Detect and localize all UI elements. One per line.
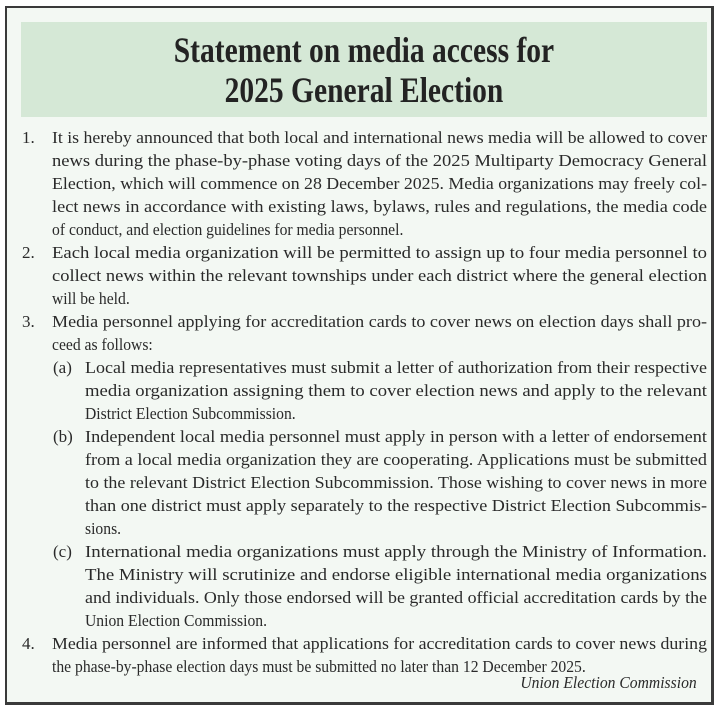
text-line-content: Media personnel applying for accreditation cards to cover news on election days shall pro- bbox=[52, 312, 707, 331]
text-line bbox=[85, 448, 707, 471]
text-line-content: media organization assigning them to cover election news and apply to the relevant bbox=[85, 381, 707, 400]
item-text bbox=[52, 310, 707, 356]
text-line bbox=[52, 333, 707, 356]
sub-item-text bbox=[85, 425, 707, 540]
text-line bbox=[52, 287, 707, 310]
text-line bbox=[52, 264, 707, 287]
item-text bbox=[52, 241, 707, 310]
text-line-content: collect news within the relevant townships under each district where the general election bbox=[52, 266, 707, 285]
text-line-content: Local media representatives must submit a letter of authorization from their respective bbox=[85, 358, 707, 377]
sub-item-b bbox=[7, 425, 711, 540]
item-number: 4. bbox=[22, 634, 35, 653]
text-line bbox=[52, 126, 707, 149]
text-line-content: of conduct, and election guidelines for media personnel. bbox=[52, 220, 404, 239]
title-banner bbox=[21, 22, 707, 117]
item-text bbox=[52, 126, 707, 241]
text-line-content: Media personnel are informed that applications for accreditation cards to cover news during bbox=[52, 634, 707, 653]
text-line-content: Each local media organization will be permitted to assign up to four media personnel to bbox=[52, 243, 707, 262]
numbered-item-3 bbox=[7, 310, 711, 632]
sub-item-text bbox=[85, 356, 707, 425]
title-line-1-text: Statement on media access for bbox=[173, 30, 555, 70]
text-line bbox=[52, 632, 707, 655]
text-line bbox=[85, 379, 707, 402]
text-line bbox=[85, 471, 707, 494]
text-line bbox=[85, 494, 707, 517]
numbered-item-1 bbox=[7, 126, 711, 241]
sub-item-marker: (a) bbox=[53, 358, 72, 377]
item-number: 2. bbox=[22, 243, 35, 262]
text-line-content: and individuals. Only those endorsed will be granted official accreditation cards by the bbox=[85, 588, 707, 607]
text-line-content: the phase-by-phase election days must be submitted no later than 12 December 2025. bbox=[52, 657, 586, 676]
text-line-content: ceed as follows: bbox=[52, 335, 153, 354]
text-line bbox=[85, 563, 707, 586]
text-line-content: will be held. bbox=[52, 289, 130, 308]
text-line bbox=[85, 402, 707, 425]
issuer-signature: Union Election Commission bbox=[520, 673, 697, 692]
text-line-content: sions. bbox=[85, 519, 122, 538]
text-line-content: Union Election Commission. bbox=[85, 611, 268, 630]
text-line-content: lect news in accordance with existing laws, bylaws, rules and regulations, the media code bbox=[52, 197, 707, 216]
sub-item-marker: (b) bbox=[53, 427, 73, 446]
item-number: 1. bbox=[22, 128, 35, 147]
text-line bbox=[85, 609, 707, 632]
text-line bbox=[52, 195, 707, 218]
text-line-content: The Ministry will scrutinize and endorse eligible international media organizations bbox=[85, 565, 707, 584]
text-line bbox=[85, 425, 707, 448]
text-line-content: news during the phase-by-phase voting days of the 2025 Multiparty Democracy General bbox=[52, 151, 707, 170]
item-number: 3. bbox=[22, 312, 35, 331]
sub-item-c bbox=[7, 540, 711, 632]
text-line bbox=[85, 356, 707, 379]
sub-item-text bbox=[85, 540, 707, 632]
statement-notice-box bbox=[5, 6, 714, 705]
title-line-1 bbox=[21, 30, 707, 70]
text-line-content: Election, which will commence on 28 December 2025. Media organizations may freely col- bbox=[52, 174, 707, 193]
text-line bbox=[85, 540, 707, 563]
text-line-content: than one district must apply separately to the respective District Election Subcommis- bbox=[85, 496, 707, 515]
text-line bbox=[52, 218, 707, 241]
text-line bbox=[52, 241, 707, 264]
title-line-2 bbox=[21, 70, 707, 110]
statement-body bbox=[7, 126, 711, 678]
sub-item-marker: (c) bbox=[53, 542, 72, 561]
text-line-content: District Election Subcommission. bbox=[85, 404, 296, 423]
text-line-content: International media organizations must apply through the Ministry of Information. bbox=[85, 542, 707, 561]
page-title bbox=[21, 30, 707, 110]
text-line bbox=[85, 586, 707, 609]
title-line-2-text: 2025 General Election bbox=[224, 70, 504, 110]
sub-item-a bbox=[7, 356, 711, 425]
text-line-content: Independent local media personnel must apply in person with a letter of endorsement bbox=[85, 427, 707, 446]
text-line bbox=[52, 172, 707, 195]
text-line bbox=[52, 310, 707, 333]
text-line bbox=[85, 517, 707, 540]
text-line-content: to the relevant District Election Subcommission. Those wishing to cover news in more bbox=[85, 473, 707, 492]
text-line-content: It is hereby announced that both local and international news media will be allowed to cover bbox=[52, 128, 707, 147]
text-line-content: from a local media organization they are cooperating. Applications must be submitted bbox=[85, 450, 707, 469]
text-line bbox=[52, 149, 707, 172]
numbered-item-2 bbox=[7, 241, 711, 310]
